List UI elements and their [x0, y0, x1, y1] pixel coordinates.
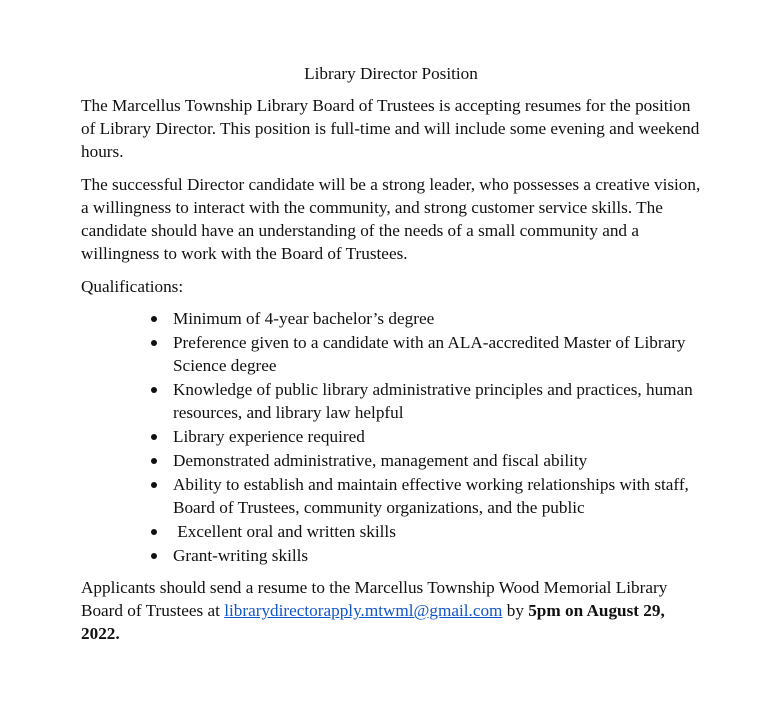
qualification-item: Minimum of 4-year bachelor’s degree: [173, 307, 701, 330]
qualification-item: Library experience required: [173, 425, 701, 448]
qualifications-list: [81, 307, 701, 567]
closing-text: Applicants should send a resume to the Marcellus Township Wood Memorial Library Board of Trustees at: [81, 578, 672, 620]
qualification-item: Ability to establish and maintain effective working relationships with staff, Board of Trustees, community organizations, and the public: [173, 473, 701, 519]
document-page: [81, 62, 701, 655]
candidate-paragraph: The successful Director candidate will be a strong leader, who possesses a creative vision, a willingness to interact with the community, and strong customer service skills. The candidate should have an understanding of the needs of a small community and a willingness to work with the Board of Trustees.: [81, 175, 701, 263]
qualification-item: Knowledge of public library administrative principles and practices, human resources, and library law helpful: [173, 378, 701, 424]
qualification-item: Preference given to a candidate with an ALA-accredited Master of Library Science degree: [173, 331, 701, 377]
closing-by-text: by: [502, 601, 529, 620]
document-title: Library Director Position: [304, 64, 478, 83]
qualifications-heading: Qualifications:: [81, 277, 184, 296]
closing-paragraph: [81, 576, 701, 645]
qualification-item: Demonstrated administrative, management and fiscal ability: [173, 449, 701, 472]
qualification-item: Grant-writing skills: [173, 544, 701, 567]
qualification-item: Excellent oral and written skills: [173, 520, 701, 543]
email-link[interactable]: librarydirectorapply.mtwml@gmail.com: [224, 601, 503, 620]
intro-paragraph: The Marcellus Township Library Board of Trustees is accepting resumes for the position of Library Director. This position is full-time and will include some evening and weekend hours.: [81, 96, 700, 161]
deadline-text: 5pm on August 29, 2022.: [81, 601, 670, 643]
